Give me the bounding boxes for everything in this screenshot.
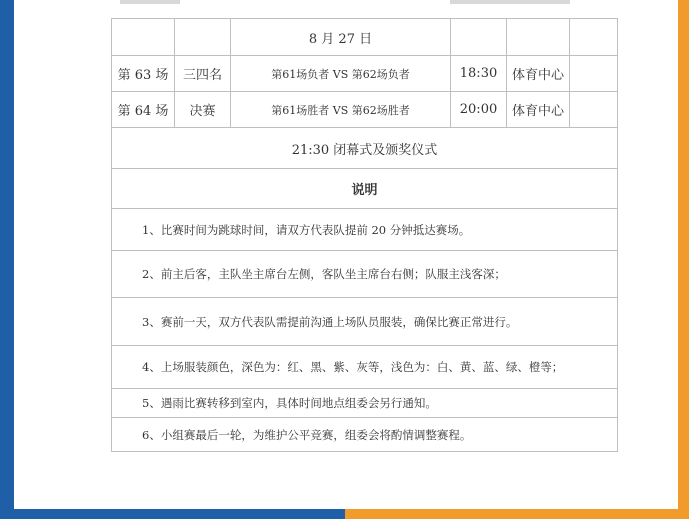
notes-title: 说明 <box>112 169 618 209</box>
game-number: 第 64 场 <box>112 92 175 128</box>
empty-cell <box>175 19 231 56</box>
note-text: 4、上场服装颜色，深色为：红、黑、紫、灰等，浅色为：白、黄、蓝、绿、橙等； <box>112 346 618 389</box>
orange-frame-right <box>678 0 689 519</box>
note-text: 1、比赛时间为跳球时间，请双方代表队提前 20 分钟抵达赛场。 <box>112 209 618 251</box>
date-header-row <box>112 19 618 56</box>
empty-cell <box>570 56 618 92</box>
orange-frame-bottom <box>345 509 689 519</box>
game-stage: 决赛 <box>175 92 231 128</box>
ceremony-row <box>112 128 618 169</box>
game-matchup: 第61场胜者 VS 第62场胜者 <box>231 92 451 128</box>
note-row <box>112 346 618 389</box>
blue-frame-bottom <box>0 509 345 519</box>
note-text: 3、赛前一天，双方代表队需提前沟通上场队员服装，确保比赛正常进行。 <box>112 298 618 346</box>
note-text: 6、小组赛最后一轮，为维护公平竞赛，组委会将酌情调整赛程。 <box>112 418 618 452</box>
top-strip-right <box>450 0 570 4</box>
empty-cell <box>112 19 175 56</box>
game-time: 20:00 <box>451 92 507 128</box>
game-matchup: 第61场负者 VS 第62场负者 <box>231 56 451 92</box>
note-row <box>112 298 618 346</box>
note-row <box>112 418 618 452</box>
note-text: 5、遇雨比赛转移到室内，具体时间地点组委会另行通知。 <box>112 389 618 418</box>
empty-cell <box>570 92 618 128</box>
game-venue: 体育中心 <box>507 56 570 92</box>
schedule-table <box>111 18 618 452</box>
game-row-64 <box>112 92 618 128</box>
note-row <box>112 389 618 418</box>
game-row-63 <box>112 56 618 92</box>
ceremony-text: 21:30 闭幕式及颁奖仪式 <box>112 128 618 169</box>
top-strip-left <box>120 0 180 4</box>
note-text: 2、前主后客，主队坐主席台左侧，客队坐主席台右侧；队服主浅客深； <box>112 251 618 298</box>
game-time: 18:30 <box>451 56 507 92</box>
blue-frame-left <box>0 0 14 519</box>
empty-cell <box>451 19 507 56</box>
note-row <box>112 209 618 251</box>
empty-cell <box>507 19 570 56</box>
date-header: 8 月 27 日 <box>231 19 451 56</box>
game-stage: 三四名 <box>175 56 231 92</box>
game-number: 第 63 场 <box>112 56 175 92</box>
empty-cell <box>570 19 618 56</box>
notes-title-row <box>112 169 618 209</box>
note-row <box>112 251 618 298</box>
game-venue: 体育中心 <box>507 92 570 128</box>
